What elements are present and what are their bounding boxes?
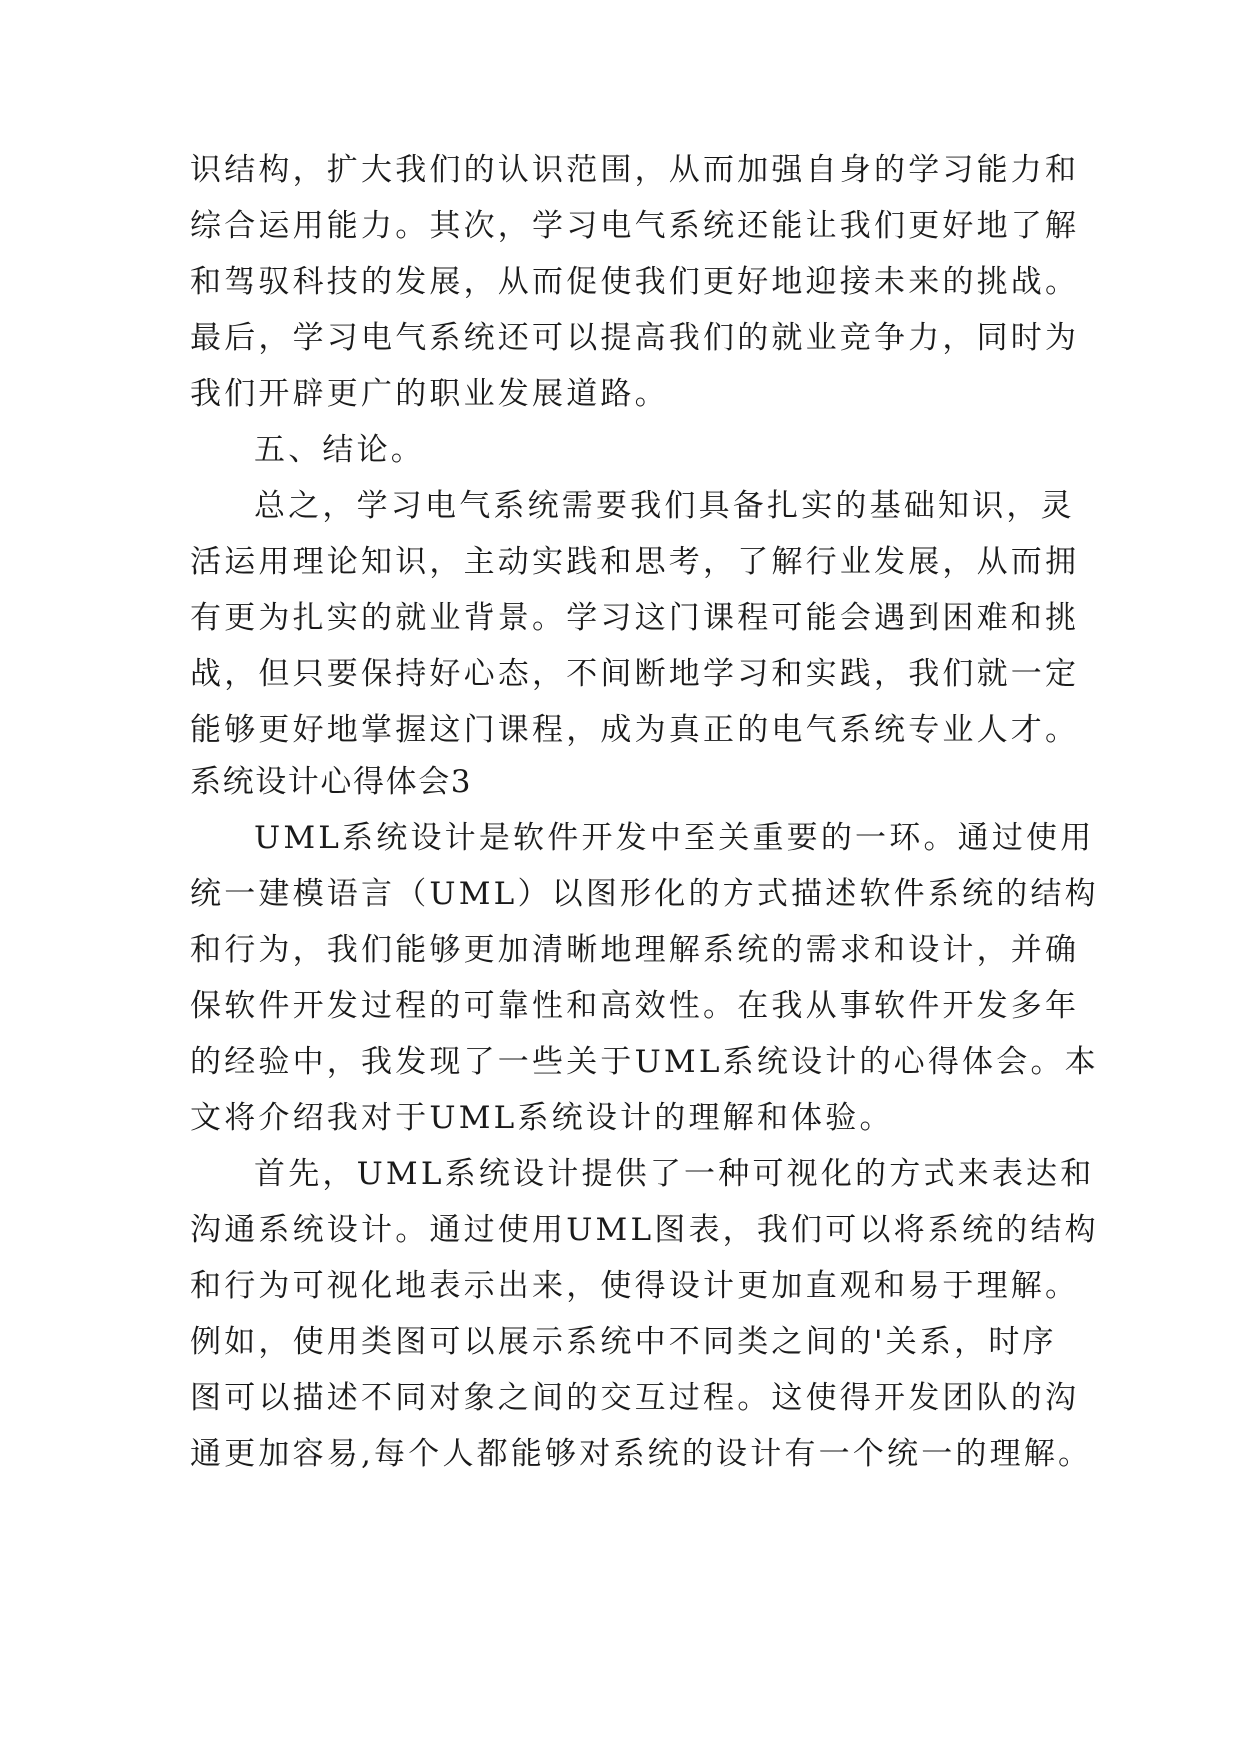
paragraph-line: 总之，学习电气系统需要我们具备扎实的基础知识，灵 xyxy=(254,488,1075,524)
paragraph-line: 文将介绍我对于UML系统设计的理解和体验。 xyxy=(190,1100,894,1136)
paragraph-line: 保软件开发过程的可靠性和高效性。在我从事软件开发多年 xyxy=(190,988,1080,1024)
paragraph-line: 战，但只要保持好心态，不间断地学习和实践，我们就一定 xyxy=(190,656,1080,692)
article-title: 系统设计心得体会3 xyxy=(190,764,473,800)
paragraph-line: UML系统设计是软件开发中至关重要的一环。通过使用 xyxy=(254,820,1095,856)
paragraph-line: 我们开辟更广的职业发展道路。 xyxy=(190,376,669,412)
paragraph-line: 能够更好地掌握这门课程，成为真正的电气系统专业人才。 xyxy=(190,712,1080,748)
section-heading: 五、结论。 xyxy=(254,432,425,468)
paragraph-line: 活运用理论知识，主动实践和思考，了解行业发展，从而拥 xyxy=(190,544,1080,580)
paragraph-line: 的经验中，我发现了一些关于UML系统设计的心得体会。本 xyxy=(190,1044,1099,1080)
paragraph-line: 和行为可视化地表示出来，使得设计更加直观和易于理解。 xyxy=(190,1268,1080,1304)
paragraph-line: 统一建模语言（UML）以图形化的方式描述软件系统的结构 xyxy=(190,876,1099,912)
paragraph-line: 有更为扎实的就业背景。学习这门课程可能会遇到困难和挑 xyxy=(190,600,1080,636)
paragraph-line: 识结构，扩大我们的认识范围，从而加强自身的学习能力和 xyxy=(190,152,1080,188)
paragraph-line: 例如，使用类图可以展示系统中不同类之间的'关系，时序 xyxy=(190,1324,1057,1360)
paragraph-line: 首先，UML系统设计提供了一种可视化的方式来表达和 xyxy=(254,1156,1095,1192)
paragraph-line: 最后，学习电气系统还可以提高我们的就业竞争力，同时为 xyxy=(190,320,1080,356)
paragraph-line: 和行为，我们能够更加清晰地理解系统的需求和设计，并确 xyxy=(190,932,1080,968)
paragraph-line: 图可以描述不同对象之间的交互过程。这使得开发团队的沟 xyxy=(190,1380,1080,1416)
paragraph-line: 和驾驭科技的发展，从而促使我们更好地迎接未来的挑战。 xyxy=(190,264,1080,300)
paragraph-line: 综合运用能力。其次，学习电气系统还能让我们更好地了解 xyxy=(190,208,1080,244)
paragraph-line: 通更加容易,每个人都能够对系统的设计有一个统一的理解。 xyxy=(190,1436,1093,1472)
paragraph-line: 沟通系统设计。通过使用UML图表，我们可以将系统的结构 xyxy=(190,1212,1099,1248)
